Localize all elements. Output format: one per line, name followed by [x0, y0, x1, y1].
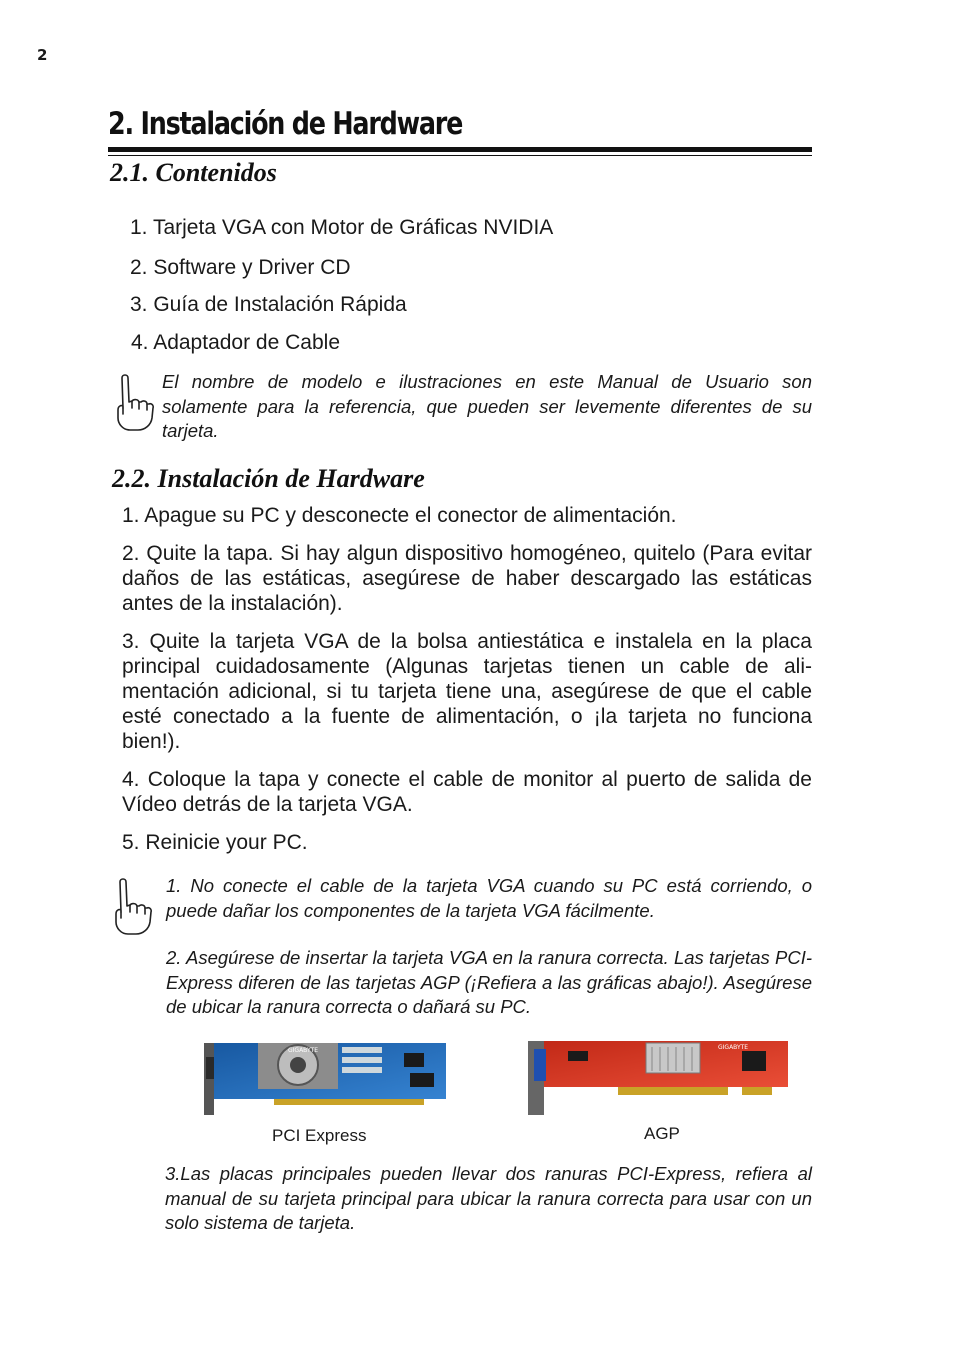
page-title: 2. Instalación de Hardware — [108, 106, 463, 142]
pointing-hand-icon — [106, 876, 158, 938]
pointing-hand-icon — [108, 372, 160, 434]
page-number: 2 — [37, 46, 48, 64]
install-step: 2. Quite la tapa. Si hay algun dispositivo homogéneo, quitelo (Para evitar daños de las estáticas, asegúrese de haber descargado las estáticas antes de la instalación). — [122, 542, 812, 615]
card-logo: GIGABYTE — [718, 1044, 749, 1051]
card-logo: GIGABYTE — [288, 1047, 319, 1054]
install-step: 4. Coloque la tapa y conecte el cable de monitor al puerto de salida de Vídeo detrás de la tarjeta VGA. — [122, 768, 812, 816]
caption-agp: AGP — [644, 1124, 680, 1143]
note-model-disclaimer: El nombre de modelo e ilustraciones en este Manual de Usuario son solamente para la referencia, que pueden ser levemente diferentes de su tarjeta. — [162, 371, 812, 441]
caption-pci-express: PCI Express — [272, 1126, 367, 1145]
note-correct-slot: 2. Asegúrese de insertar la tarjeta VGA en la ranura correcta. Las tarjetas PCI-Express diferen de las tarjetas AGP (¡Refiera a las gráficas abajo!). Asegúrese de ubicar la ranura correcta o dañará su PC. — [166, 947, 812, 1017]
note-two-pci-slots: 3.Las placas principales pueden llevar dos ranuras PCI-Express, refiera al manual de su tarjeta principal para ubicar la ranura correcta para usar con un solo sistema de tarjeta. — [165, 1163, 812, 1233]
contents-item: 4. Adaptador de Cable — [131, 331, 340, 354]
note-do-not-connect: 1. No conecte el cable de la tarjeta VGA cuando su PC está corriendo, o puede dañar los componentes de la tarjeta VGA fácilmente. — [166, 875, 812, 921]
install-step: 1. Apague su PC y desconecte el conector de alimentación. — [122, 504, 677, 527]
contents-item: 2. Software y Driver CD — [130, 256, 351, 279]
section-title-contenidos: 2.1. Contenidos — [110, 158, 277, 187]
pci-express-card-image — [204, 1043, 446, 1115]
install-step: 3. Quite la tarjeta VGA de la bolsa antiestática e instalela en la placa principal cuidadosamente (Algunas tarjetas tienen un cable de ali-mentación adicional, si tu tarjeta tiene una, asegúrese de que el cable esté conectado a la fuente de alimentación, o ¡la tarjeta no funciona bien!). — [122, 630, 812, 753]
title-rule-thin — [108, 155, 812, 156]
agp-card-image — [528, 1041, 790, 1115]
section-title-instalacion: 2.2. Instalación de Hardware — [112, 464, 425, 493]
contents-item: 1. Tarjeta VGA con Motor de Gráficas NVIDIA — [130, 216, 554, 239]
title-rule-thick — [108, 147, 812, 152]
install-step: 5. Reinicie your PC. — [122, 831, 308, 854]
contents-item: 3. Guía de Instalación Rápida — [130, 293, 407, 316]
